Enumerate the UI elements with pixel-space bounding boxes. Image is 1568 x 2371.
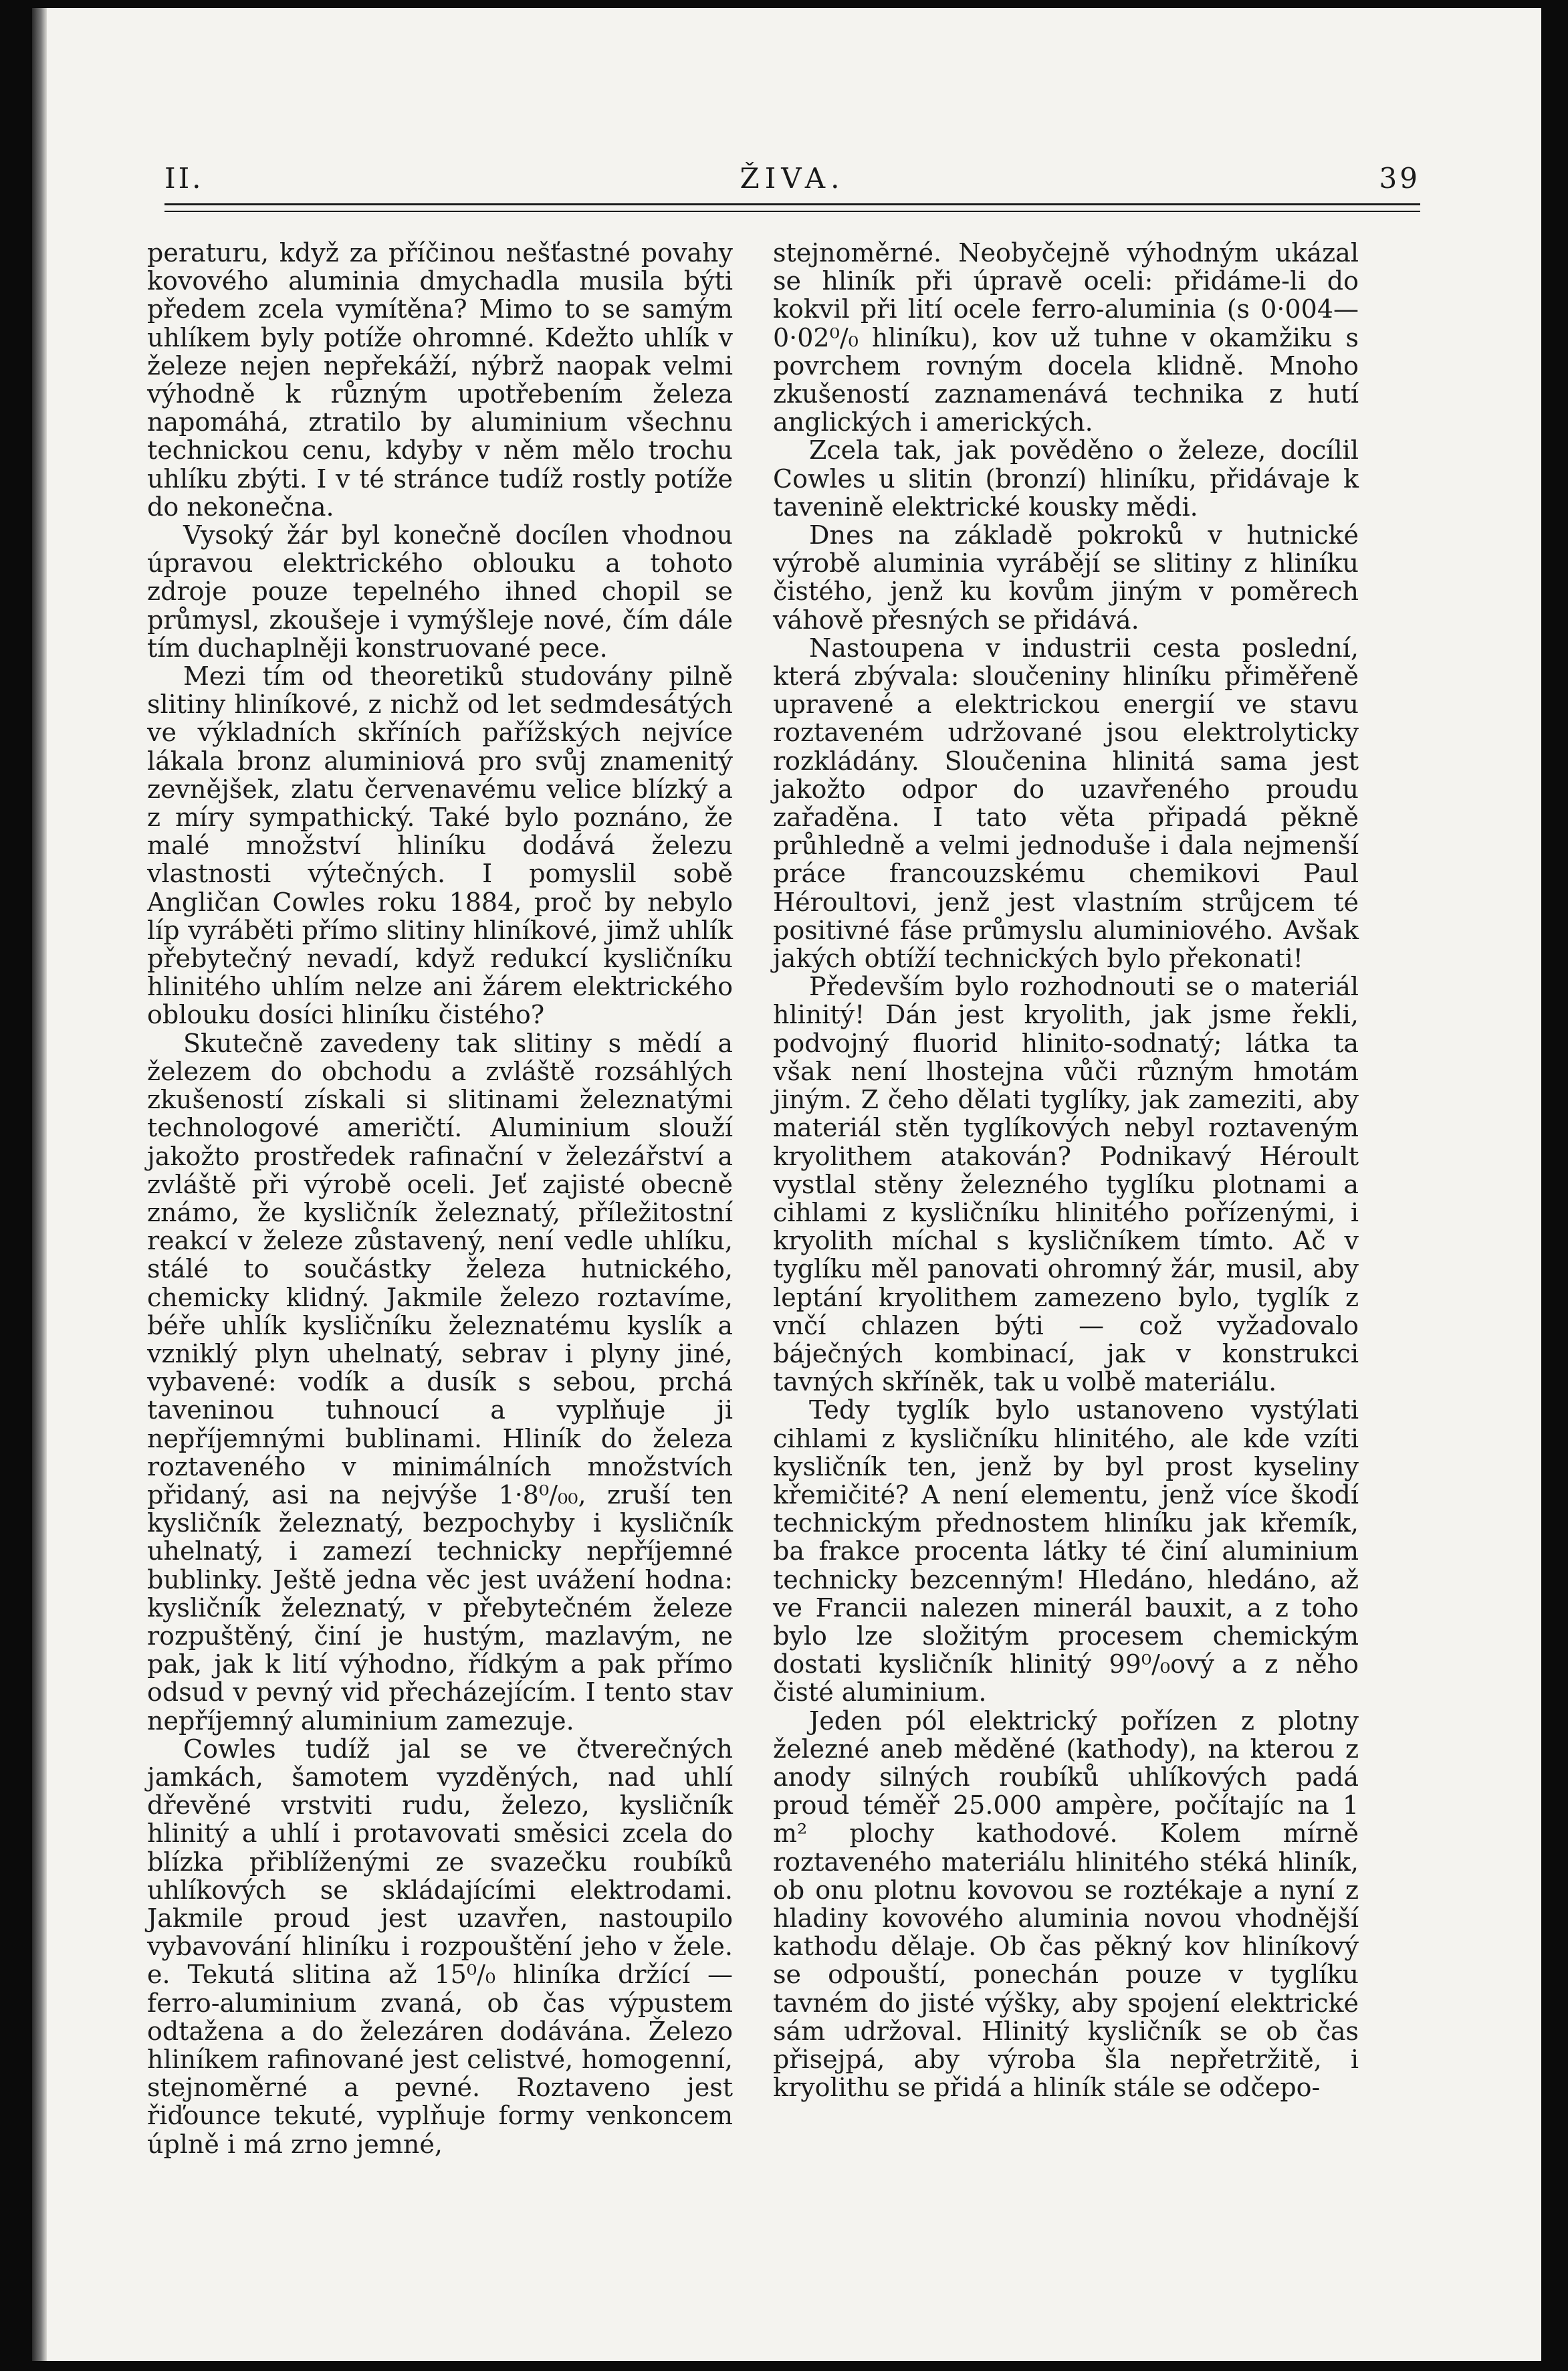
header-rule <box>164 203 1420 212</box>
page-number: 39 <box>1379 162 1420 195</box>
binding-edge <box>32 8 47 2361</box>
paragraph: Cowles tudíž jal se ve čtverečných jamkách, šamotem vyzděných, nad uhlí dřevěné vrstviti rudu, železo, kysličník hlinitý a uhlí i protavovati směsici zcela do blízka přiblíženými ze svazečku roubíků uhlíkových se skládajícími elektrodami. Jakmile proud jest uzavřen, nastoupilo vybavování hliníku i rozpouštění jeho v žele. e. Tekutá slitina až 15⁰/₀ hliníka držící — ferro-aluminium zvaná, ob čas výpustem odtažena a do železáren dodávána. Železo hliníkem rafinované jest celistvé, homogenní, stejnoměrné a pevné. Roztaveno jest řiďounce tekuté, vyplňuje formy venkoncem úplně i má zrno jemné, <box>147 1734 733 2159</box>
paragraph: Zcela tak, jak pověděno o železe, docílil Cowles u slitin (bronzí) hliníku, přidávaje k tavenině elektrické kousky mědi. <box>773 435 1359 522</box>
paragraph: stejnoměrné. Neobyčejně výhodným ukázal se hliník při úpravě oceli: přidáme-li do kokvil při lití ocele ferro-aluminia (s 0·004—0·02⁰/₀ hliníku), kov už tuhne v okamžiku s povrchem rovným docela klidně. Mnoho zkušeností zaznamenává technika z hutí anglických i amerických. <box>773 238 1359 437</box>
journal-page <box>32 8 1541 2361</box>
journal-title: ŽIVA. <box>740 162 845 195</box>
running-header <box>164 150 1420 203</box>
paragraph: Dnes na základě pokroků v hutnické výrobě aluminia vyrábějí se slitiny z hliníku čistého, jenž ku kovům jiným v poměrech váhově přesných se přidává. <box>773 520 1359 635</box>
left-column <box>147 239 733 2158</box>
paragraph: Mezi tím od theoretiků studovány pilně slitiny hliníkové, z nichž od let sedmdesátých ve výkladních skříních pařížských nejvíce lákala bronz aluminiová pro svůj znamenitý zevnějšek, zlatu červenavému velice blízký a z míry sympathický. Také bylo poznáno, že malé množství hliníku dodává železu vlastnosti výtečných. I pomyslil sobě Angličan Cowles roku 1884, proč by nebylo líp vyráběti přímo slitiny hliníkové, jimž uhlík přebytečný nevadí, když redukcí kysličníku hlinitého uhlím nelze ani žárem elektrického oblouku dosíci hliníku čistého? <box>147 661 733 1030</box>
paragraph: peraturu, když za příčinou nešťastné povahy kovového aluminia dmychadla musila býti předem zcela vymítěna? Mimo to se samým uhlíkem byly potíže ohromné. Kdežto uhlík v železe nejen nepřekáží, nýbrž naopak velmi výhodně k různým upotřebením železa napomáhá, ztratilo by aluminium všechnu technickou cenu, kdyby v něm mělo trochu uhlíku zbýti. I v té stránce tudíž rostly potíže do nekonečna. <box>147 238 733 522</box>
paragraph: Skutečně zavedeny tak slitiny s mědí a železem do obchodu a zvláště rozsáhlých zkušeností získali si slitinami železnatými technologové američtí. Aluminium slouží jakožto prostředek rafinační v železářství a zvláště při výrobě oceli. Jeť zajisté obecně známo, že kysličník železnatý, příležitostní reakcí v železe zůstavený, není vedle uhlíku, stálé to součástky železa hutnického, chemicky klidný. Jakmile železo roztavíme, béře uhlík kysličníku železnatému kyslík a vzniklý plyn uhelnatý, sebrav i plyny jiné, vybavené: vodík a dusík s sebou, prchá taveninou tuhnoucí a vyplňuje ji nepříjemnými bublinami. Hliník do železa roztaveného v minimálních množstvích přidaný, asi na nejvýše 1·8⁰/₀₀, zruší ten kysličník železnatý, bezpochyby i kysličník uhelnatý, i zamezí technicky nepříjemné bublinky. Ještě jedna věc jest uvážení hodna: kysličník železnatý, v přebytečném železe rozpuštěný, činí je hustým, mazlavým, ne pak, jak k lití výhodno, řídkým a pak přímo odsud v pevný vid přecházejícím. I tento stav nepříjemný aluminium zamezuje. <box>147 1028 733 1736</box>
paragraph: Především bylo rozhodnouti se o materiál hlinitý! Dán jest kryolith, jak jsme řekli, podvojný fluorid hlinito-sodnatý; látka ta však není lhostejna vůči různým hmotám jiným. Z čeho dělati tyglíky, jak zameziti, aby materiál stěn tyglíkových nebyl roztaveným kryolithem atakován? Podnikavý Héroult vystlal stěny železného tyglíku plotnami a cihlami z kysličníku hlinitého pořízenými, i kryolith míchal s kysličníkem tímto. Ač v tyglíku měl panovati ohromný žár, musil, aby leptání kryolithem zamezeno bylo, tyglík z vnčí chlazen býti — což vyžadovalo báječných kombinací, jak v konstrukci tavných skříněk, tak u volbě materiálu. <box>773 972 1359 1397</box>
paragraph: Jeden pól elektrický pořízen z plotny železné aneb měděné (kathody), na kterou z anody silných roubíků uhlíkových padá proud téměř 25.000 ampère, počítajíc na 1 m² plochy kathodové. Kolem mírně roztaveného materiálu hlinitého stéká hliník, ob onu plotnu kovovou se roztékaje a nyní z hladiny kovového aluminia novou vhodnější kathodu dělaje. Ob čas pěkný kov hliníkový se odpouští, ponechán pouze v tyglíku tavném do jisté výšky, aby spojení elektrické sám udržoval. Hlinitý kysličník se ob čas přisejpá, aby výroba šla nepřetržitě, i kryolithu se přidá a hliník stále se odčepo- <box>773 1706 1359 2103</box>
right-column <box>773 239 1359 2101</box>
paragraph: Vysoký žár byl konečně docílen vhodnou úpravou elektrického oblouku a tohoto zdroje pouze tepelného ihned chopil se průmysl, zkoušeje i vymýšleje nové, čím dále tím duchaplněji konstruované pece. <box>147 520 733 663</box>
volume-label: II. <box>164 162 204 195</box>
paragraph: Tedy tyglík bylo ustanoveno vystýlati cihlami z kysličníku hlinitého, ale kde vzíti kysličník ten, jenž by byl prost kyseliny křemičité? A není elementu, jenž více škodí technickým přednostem hliníku jak křemík, ba frakce procenta látky té činí aluminium technicky bezcenným! Hledáno, hledáno, až ve Francii nalezen minerál bauxit, a z toho bylo lze složitým procesem chemickým dostati kysličník hlinitý 99⁰/₀ový a z něho čisté aluminium. <box>773 1395 1359 1708</box>
paragraph: Nastoupena v industrii cesta poslední, která zbývala: sloučeniny hliníku přiměřeně upravené a elektrickou energií ve stavu roztaveném udržované jsou elektrolyticky rozkládány. Sloučenina hlinitá sama jest jakožto odpor do uzavřeného proudu zařaděna. I tato věta připadá pěkně průhledně a velmi jednoduše i dala nejmenší práce francouzskému chemikovi Paul Héroultovi, jenž jest vlastním strůjcem té positivné fáse průmyslu aluminiového. Avšak jakých obtíží technických bylo překonati! <box>773 633 1359 974</box>
